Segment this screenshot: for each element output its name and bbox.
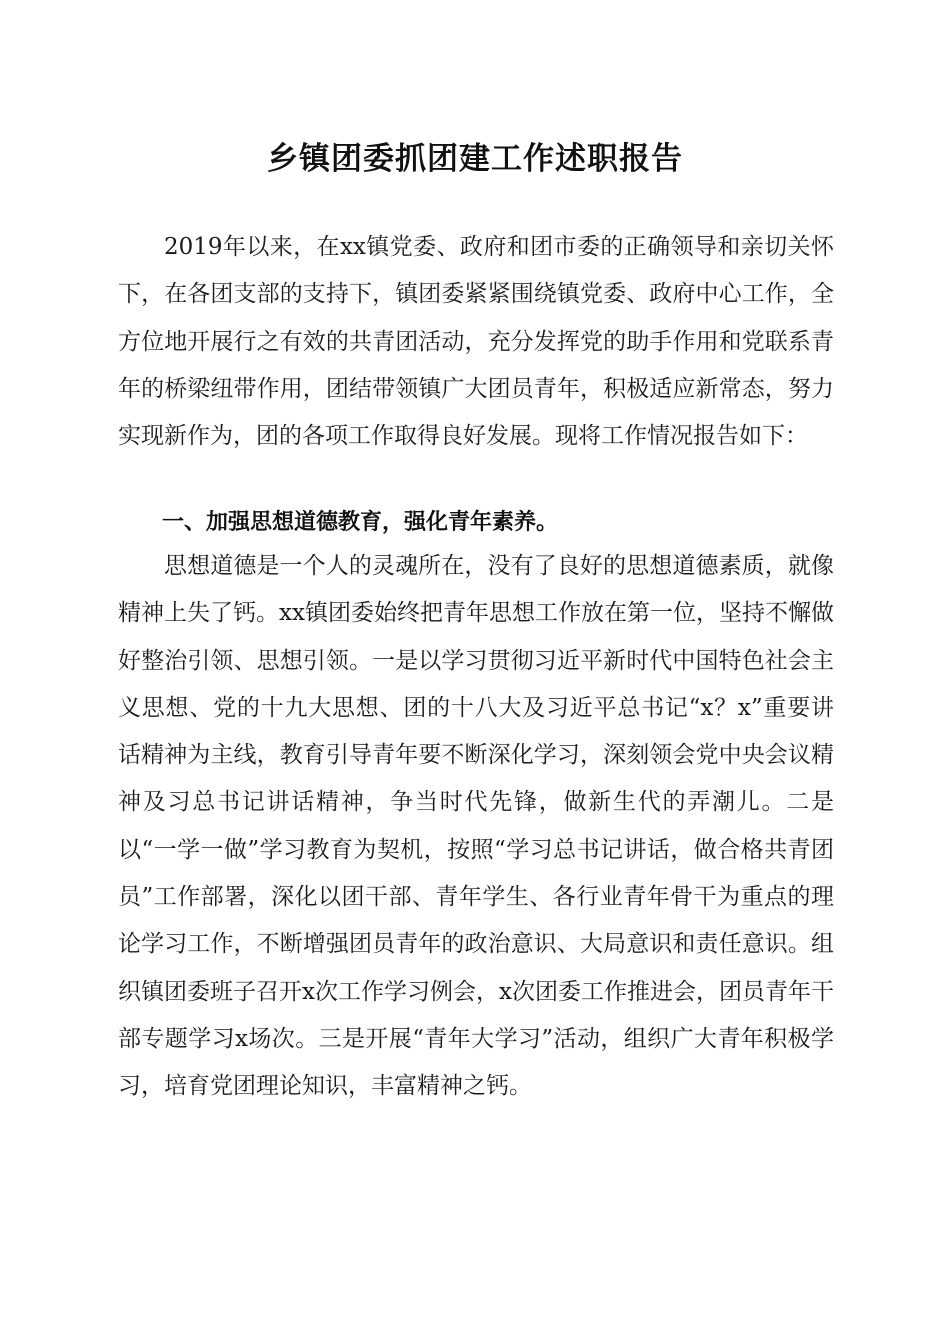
intro-paragraph: 2019年以来，在xx镇党委、政府和团市委的正确领导和亲切关怀下，在各团支部的支持下，镇团委紧紧围绕镇党委、政府中心工作，全方位地开展行之有效的共青团活动，充分发挥党的助手作用和党联系青年的桥梁纽带作用，团结带领镇广大团员青年，积极适应新常态，努力实现新作为，团的各项工作取得良好发展。现将工作情况报告如下： bbox=[118, 234, 834, 450]
section-1-paragraph-block bbox=[118, 543, 834, 1111]
section-1-paragraph: 思想道德是一个人的灵魂所在，没有了良好的思想道德素质，就像精神上失了钙。xx镇团委始终把青年思想工作放在第一位，坚持不懈做好整治引领、思想引领。一是以学习贯彻习近平新时代中国特色社会主义思想、党的十九大思想、团的十八大及习近平总书记“x？x”重要讲话精神为主线，教育引导青年要不断深化学习，深刻领会党中央会议精神及习总书记讲话精神，争当时代先锋，做新生代的弄潮儿。二是以“一学一做”学习教育为契机，按照“学习总书记讲话，做合格共青团员”工作部署，深化以团干部、青年学生、各行业青年骨干为重点的理论学习工作，不断增强团员青年的政治意识、大局意识和责任意识。组织镇团委班子召开x次工作学习例会，x次团委工作推进会，团员青年干部专题学习x场次。三是开展“青年大学习”活动，组织广大青年积极学习，培育党团理论知识，丰富精神之钙。 bbox=[118, 553, 834, 1100]
intro-paragraph-block bbox=[118, 224, 834, 460]
document-title: 乡镇团委抓团建工作述职报告 bbox=[267, 141, 683, 177]
section-heading-1: 一、加强思想道德教育，强化青年素养。 bbox=[162, 510, 559, 535]
